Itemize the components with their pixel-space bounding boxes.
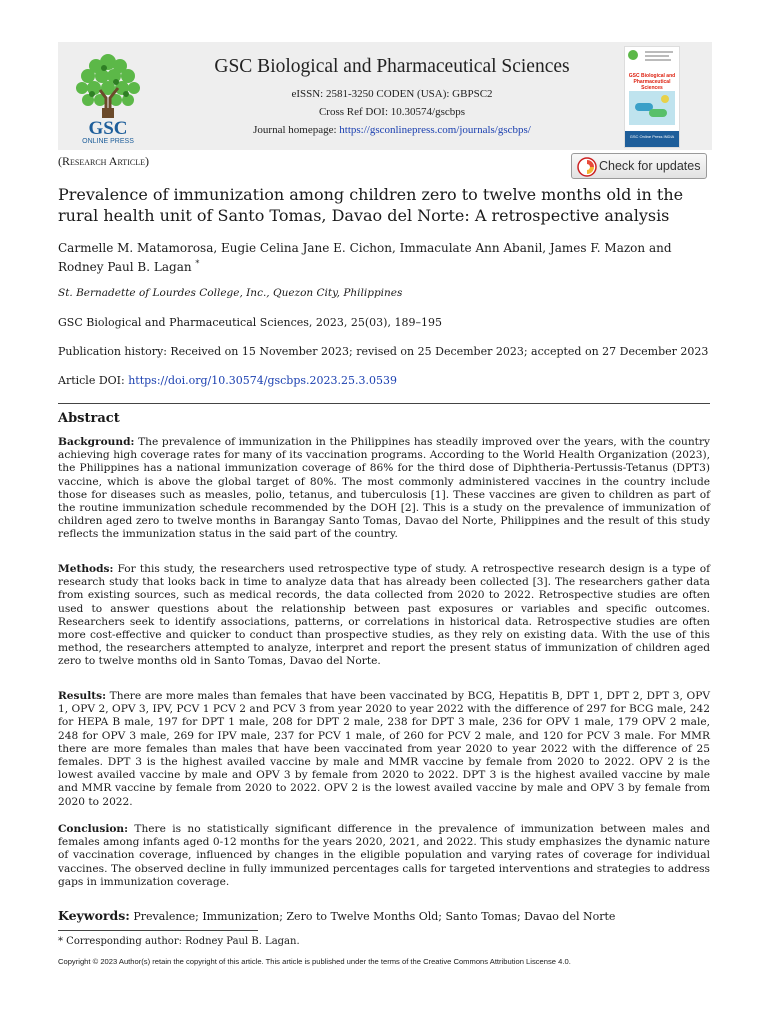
affiliation: St. Bernadette of Lourdes College, Inc., Quezon City, Philippines — [58, 287, 403, 299]
journal-header — [58, 42, 712, 150]
logo-text: GSC — [88, 118, 128, 139]
check-for-updates-button[interactable] — [571, 153, 707, 179]
journal-title: GSC Biological and Pharmaceutical Sciences — [214, 56, 570, 77]
background-text: The prevalence of immunization in the Philippines has steadily improved over the years, with the country achieving high coverage rates for many of its vaccination programs. According to the World Health Organization (2023), the Philippines has a national immunization coverage of 86% for the third dose of Diphtheria-Pertussis-Tetanus (DPT3) vaccine, which is above the global target of 80%. The most commonly administered vaccines in the country include those for diseases such as measles, polio, tetanus, and tuberculosis [1]. These vaccines are given to children as part of the routine immunization schedule recommended by the DOH [2]. This is a study on the prevalence of immunization of children aged zero to twelve months in Barangay Santo Tomas, Davao del Norte, Philippines and the result of this study reflects the immunization status in the said part of the country. — [58, 436, 710, 541]
conclusion-text: There is no statistically significant difference in the prevalence of immunization between males and females among infants aged 0-12 months for the years 2020, 2021, and 2022. This study emphasizes the dynamic nature of vaccination coverage, influenced by changes in the eligible population and varying rates of coverage for individual vaccines. The observed decline in fully immunized percentages calls for targeted interventions and strategies to address gaps in immunization coverage. — [58, 823, 710, 888]
methods-text: For this study, the researchers used retrospective type of study. A retrospective research design is a type of research study that looks back in time to analyze data that has already been collected [3]. The researchers gather data from existing sources, such as medical records, the data collected from 2020 to 2022. Retrospective studies are often used to answer questions about the relationship between past exposures or variables and specific outcomes. Researchers seek to identify associations, patterns, or correlations in historical data. Retrospective studies are often more cost-effective and quicker to conduct than prospective studies, as they rely on existing data. With the use of this method, the researchers attempted to analyze, interpret and report the present status of immunization of children aged zero to twelve months old in Santo Tomas, Davao del Norte. — [58, 563, 710, 668]
abstract-heading: Abstract — [58, 411, 120, 426]
keywords-text: Prevalence; Immunization; Zero to Twelve Months Old; Santo Tomas; Davao del Norte — [129, 910, 616, 923]
results-text: There are more males than females that have been vaccinated by BCG, Hepatitis B, DPT 1, DPT 2, DPT 3, OPV 1, OPV 2, OPV 3, IPV, PCV 1 PCV 2 and PCV 3 from year 2020 to year 2022 with the difference of 297 for BCG male, 242 for HEPA B male, 197 for DPT 1 male, 208 for DPT 2 male, 238 for DPT 3 male, 236 for OPV 1 male, 179 OPV 2 male, 248 for OPV 3 male, 269 for IPV male, 237 for PCV 1 male, of 260 for PCV 2 male, and 120 for PCV 3 male. For MMR there are more females than males that have been vaccinated from year 2020 to year 2022 with the difference of 25 females. DPT 3 is the highest availed vaccine by male and MMR vaccine by female from 2020 to 2022. OPV 2 is the lowest availed vaccine by male and OPV 3 by female from 2020 to 2022. DPT 3 is the highest availed vaccine by male and MMR vaccine by female from 2020 to 2022. OPV 2 is the lowest availed vaccine by male and OPV 3 by female from 2020 to 2022. — [58, 690, 710, 808]
article-doi-link[interactable]: https://doi.org/10.30574/gscbps.2023.25.3.0539 — [128, 374, 397, 387]
keywords — [58, 908, 615, 923]
homepage-link[interactable]: https://gsconlinepress.com/journals/gscbps/ — [339, 124, 531, 136]
article-doi-line — [58, 374, 397, 387]
article-title: Prevalence of immunization among children zero to twelve months old in the rural health unit of Santo Tomas, Davao del Norte: A retrospective analysis — [58, 185, 684, 225]
footnote-divider — [58, 930, 258, 931]
article-type: (Research Article) — [58, 154, 149, 168]
logo-subtext: ONLINE PRESS — [82, 138, 134, 145]
results-label: Results: — [58, 690, 107, 702]
corresponding-author: * Corresponding author: Rodney Paul B. Lagan. — [58, 936, 300, 947]
corresponding-author-mark: * — [195, 259, 200, 268]
author-list — [58, 240, 718, 275]
issn-line: eISSN: 2581-3250 CODEN (USA): GBPSC2 — [291, 88, 493, 100]
journal-homepage-line — [182, 124, 602, 136]
doi-label: Article DOI: — [58, 374, 129, 387]
background-label: Background: — [58, 436, 135, 448]
methods-label: Methods: — [58, 563, 114, 575]
gsc-tree-logo-icon — [66, 46, 150, 146]
abstract-results — [58, 690, 710, 809]
keywords-label: Keywords: — [58, 908, 130, 923]
authors-text: Carmelle M. Matamorosa, Eugie Celina Jane E. Cichon, Immaculate Ann Abanil, James F. Mazon and Rodney Paul B. Lagan — [58, 241, 672, 274]
cover-pills-image-icon — [625, 89, 679, 129]
cover-logo-icon — [625, 47, 679, 71]
copyright-notice: Copyright © 2023 Author(s) retain the copyright of this article. This article is published under the terms of the Creative Commons Attribution Liscense 4.0. — [58, 957, 571, 966]
check-updates-icon — [577, 157, 597, 177]
cover-footer: GSC Online Press INDIA — [625, 131, 679, 147]
conclusion-label: Conclusion: — [58, 823, 129, 835]
citation-line: GSC Biological and Pharmaceutical Sciences, 2023, 25(03), 189–195 — [58, 316, 442, 329]
check-updates-label: Check for updates — [599, 159, 701, 173]
publication-history: Publication history: Received on 15 November 2023; revised on 25 December 2023; accepted on 27 December 2023 — [58, 345, 709, 358]
divider-top — [58, 403, 710, 404]
cover-title: GSC Biological and Pharmaceutical Sciences — [628, 73, 676, 91]
journal-cover-thumbnail — [624, 46, 680, 148]
abstract-background — [58, 436, 710, 542]
abstract-conclusion — [58, 823, 710, 889]
abstract-methods — [58, 563, 710, 669]
homepage-label: Journal homepage: — [253, 124, 340, 136]
crossref-doi-line: Cross Ref DOI: 10.30574/gscbps — [318, 106, 466, 118]
